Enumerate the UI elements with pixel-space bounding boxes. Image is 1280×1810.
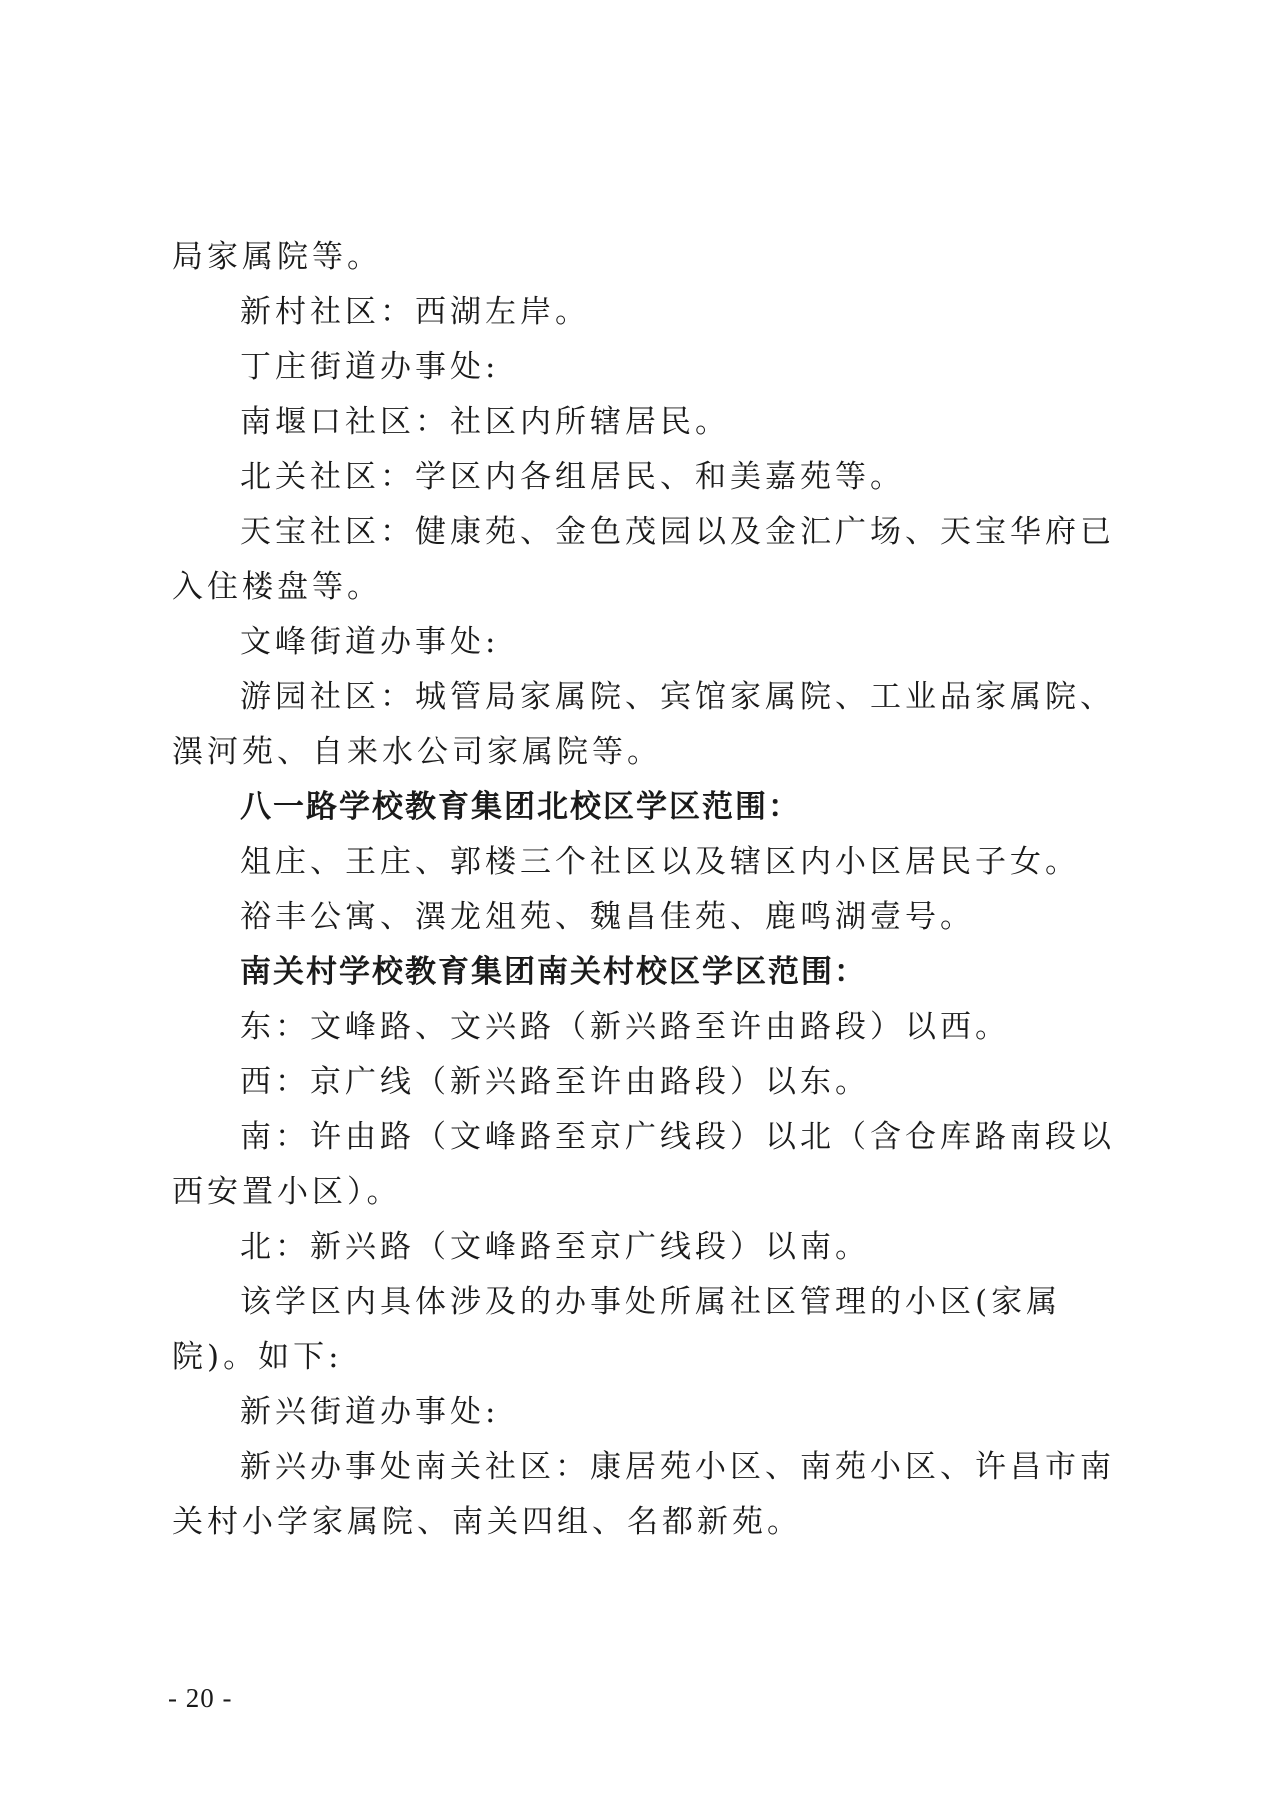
paragraph-10: 俎庄、王庄、郭楼三个社区以及辖区内小区居民子女。	[240, 844, 1080, 880]
paragraph-8: 游园社区：城管局家属院、宾馆家属院、工业品家属院、潩河苑、自来水公司家属院等。	[172, 679, 1115, 770]
paragraph-7: 文峰街道办事处:	[240, 624, 500, 660]
paragraph-13: 东：文峰路、文兴路（新兴路至许由路段）以西。	[240, 1009, 1010, 1045]
paragraph-16: 北：新兴路（文峰路至京广线段）以南。	[240, 1229, 870, 1265]
paragraph-3: 丁庄街道办事处:	[240, 349, 500, 385]
paragraph-17: 该学区内具体涉及的办事处所属社区管理的小区(家属院)。如下:	[172, 1284, 1062, 1375]
paragraph-6: 天宝社区：健康苑、金色茂园以及金汇广场、天宝华府已入住楼盘等。	[172, 514, 1115, 605]
paragraph-2: 新村社区：西湖左岸。	[240, 294, 590, 330]
paragraph-15: 南：许由路（文峰路至京广线段）以北（含仓库路南段以西安置小区）。	[172, 1119, 1115, 1210]
paragraph-14: 西：京广线（新兴路至许由路段）以东。	[240, 1064, 870, 1100]
paragraph-5: 北关社区：学区内各组居民、和美嘉苑等。	[240, 459, 905, 495]
section-heading-bayi-north: 八一路学校教育集团北校区学区范围：	[240, 789, 801, 825]
page-number: - 20 -	[168, 1683, 233, 1713]
paragraph-4: 南堰口社区：社区内所辖居民。	[240, 404, 730, 440]
paragraph-11: 裕丰公寓、潩龙俎苑、魏昌佳苑、鹿鸣湖壹号。	[240, 899, 975, 935]
document-body	[172, 230, 1117, 1550]
section-heading-nanguancun: 南关村学校教育集团南关村校区学区范围：	[240, 954, 867, 990]
paragraph-1: 局家属院等。	[172, 239, 382, 275]
paragraph-18: 新兴街道办事处:	[240, 1394, 500, 1430]
paragraph-19: 新兴办事处南关社区：康居苑小区、南苑小区、许昌市南关村小学家属院、南关四组、名都新苑。	[172, 1449, 1115, 1540]
